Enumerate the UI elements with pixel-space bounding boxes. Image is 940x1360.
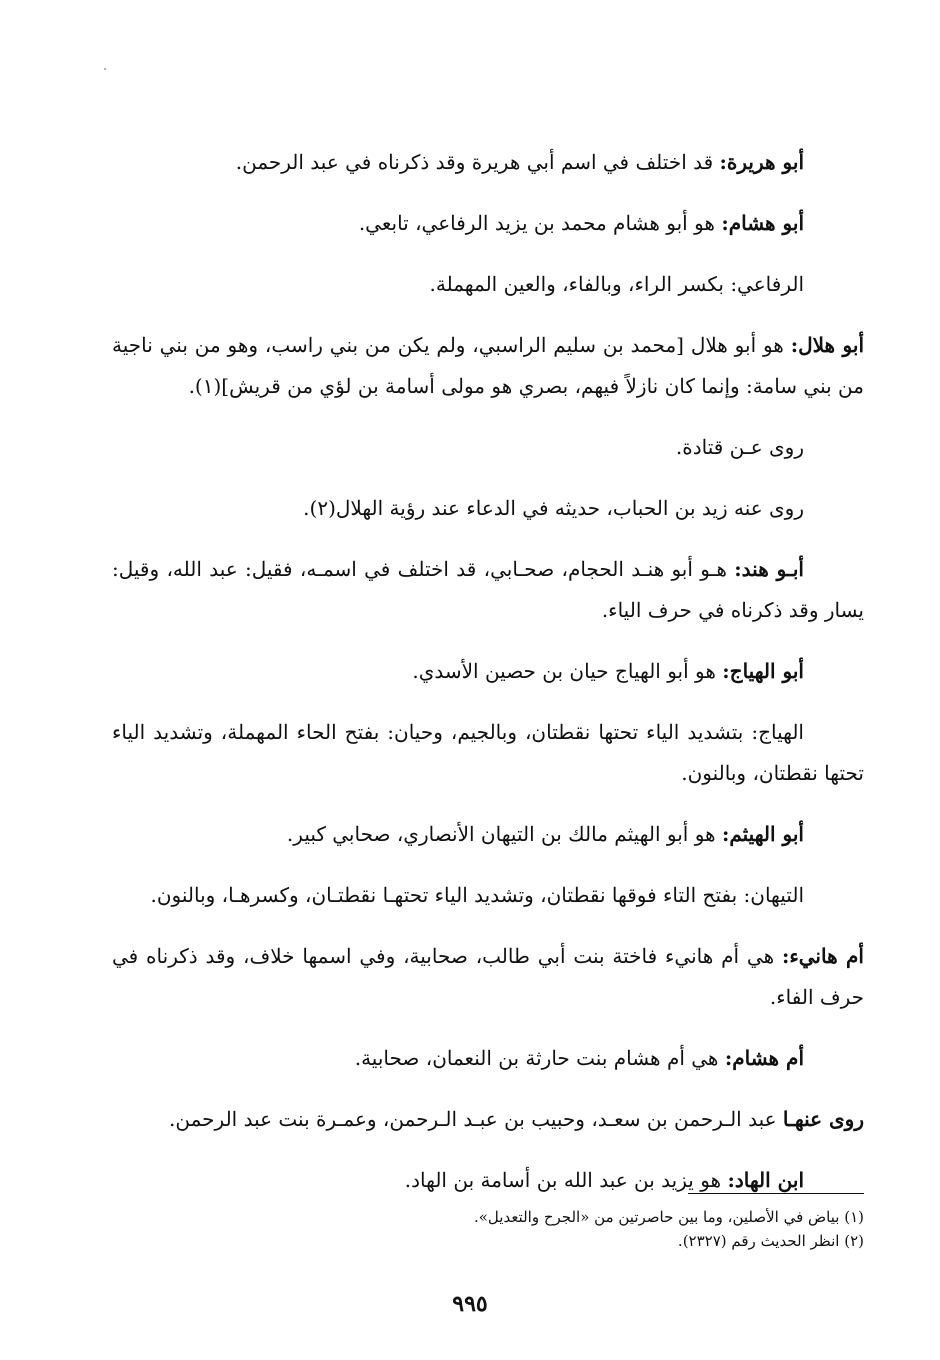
note-tayyihan [112, 875, 864, 916]
entry-text: روى عـن قتادة. [675, 435, 804, 459]
entry-abu-hilal [112, 325, 864, 407]
entry-text: قد اختلف في اسم أبي هريرة وقد ذكرناه في عبد الرحمن. [235, 150, 720, 174]
entry-text: الرفاعي: بكسر الراء، وبالفاء، والعين المهملة. [429, 272, 804, 296]
entry-umm-hisham [112, 1038, 864, 1079]
scan-speck [104, 68, 106, 70]
footnote-divider [688, 1193, 864, 1194]
entry-abu-hind [112, 549, 864, 631]
entry-text: هو أبو هشام محمد بن يزيد الرفاعي، تابعي. [358, 211, 722, 235]
entry-text: هو أبو الهيثم مالك بن التيهان الأنصاري، صحابي كبير. [286, 822, 722, 846]
entry-abu-alhayyaj [112, 651, 864, 692]
entry-ibn-alhad [112, 1160, 864, 1201]
entry-text: التيهان: بفتح التاء فوقها نقطتان، وتشديد الياء تحتهـا نقطتـان، وكسرهـا، وبالنون. [150, 883, 804, 907]
page-number: ٩٩٥ [452, 1291, 488, 1317]
note-rawa-anha [112, 1099, 864, 1140]
entry-abu-hurayra [112, 142, 864, 183]
entry-text: الهياج: بتشديد الياء تحتها نقطتان، وبالجيم، وحيان: بفتح الحاء المهملة، وتشديد الياء تحتها نقطتان، وبالنون. [112, 720, 864, 785]
footnotes [112, 1205, 864, 1253]
entry-text: هـو أبو هنـد الحجام، صحـابي، قد اختلف في اسمـه، فقيل: عبد الله، وقيل: يسار وقد ذكرناه في حرف الياء. [112, 557, 864, 622]
entry-head: أبـو هند: [734, 557, 804, 581]
entry-head: أبو الهيثم: [721, 822, 804, 846]
entry-head: روى عنهـا [782, 1107, 864, 1131]
main-text [112, 122, 864, 1210]
note-hayyaj [112, 712, 864, 794]
entry-text: هو أبو الهياج حيان بن حصين الأسدي. [412, 659, 723, 683]
entry-text: هي أم هانيء فاختة بنت أبي طالب، صحابية، وفي اسمها خلاف، وقد ذكرناه في حرف الفاء. [112, 944, 864, 1009]
entry-text: هو يزيد بن عبد الله بن أسامة بن الهاد. [404, 1168, 728, 1192]
entry-text: هو أبو هلال [محمد بن سليم الراسبي، ولم يكن من بني راسب، وهو من بني ناجية من بني سامة: وإنما كان نازلاً فيهم، بصري هو مولى أسامة بن لؤي من قريش](١). [112, 333, 864, 398]
entry-head: أبو الهياج: [722, 659, 804, 683]
entry-head: أبو هلال: [790, 333, 865, 357]
note-rifai [112, 264, 864, 305]
note-rawa-zayd [112, 488, 864, 529]
note-rawa-qatada [112, 427, 864, 468]
entry-text: هي أم هشام بنت حارثة بن النعمان، صحابية. [354, 1046, 725, 1070]
entry-abu-alhaytham [112, 814, 864, 855]
entry-head: أم هانيء: [781, 944, 864, 968]
entry-text: عبد الـرحمن بن سعـد، وحبيب بن عبـد الـرحمن، وعمـرة بنت عبد الرحمن. [169, 1107, 783, 1131]
entry-head: أم هشام: [724, 1046, 804, 1070]
entry-text: روى عنه زيد بن الحباب، حديثه في الدعاء عند رؤية الهلال(٢). [303, 496, 804, 520]
footnote-1: (١) بياض في الأصلين، وما بين حاصرتين من «الجرح والتعديل». [473, 1208, 864, 1226]
entry-abu-hisham [112, 203, 864, 244]
entry-umm-hani [112, 936, 864, 1018]
footnote-2: (٢) انظر الحديث رقم (٢٣٢٧). [677, 1232, 864, 1250]
entry-head: أبو هشام: [721, 211, 804, 235]
entry-head: أبو هريرة: [719, 150, 804, 174]
entry-head: ابن الهاد: [727, 1168, 804, 1192]
